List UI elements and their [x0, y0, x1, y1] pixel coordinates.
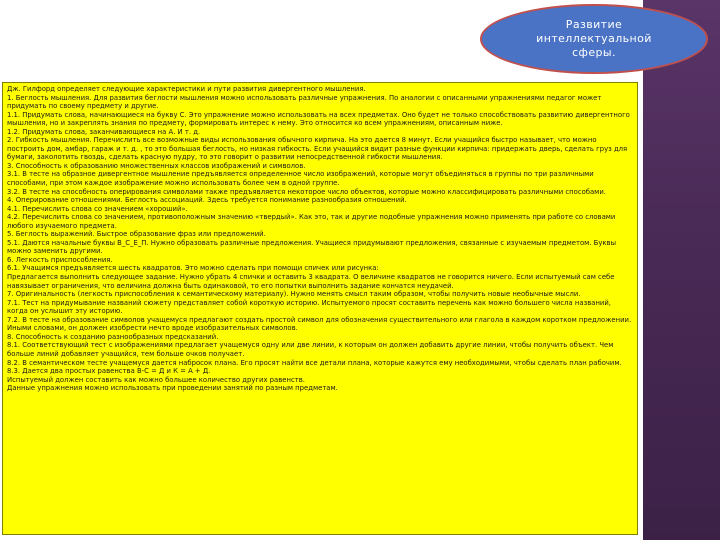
paragraph: 8.3. Дается два простых равенства В-С = Д и К = А + Д.	[7, 367, 211, 376]
paragraph: 7.2. В тесте на образование символов учащемуся предлагают создать простой символ для обозначения существительного или глагола в каждом коротком предложении. Иными словами, он должен изобрести нечто вроде изобразительных символов.	[7, 315, 632, 333]
paragraph: 3.1. В тесте на образное дивергентное мышление предъявляется определенное число изображений, которые могут объединяться в группы по три различными способами, при этом каждое изображение можно использовать более чем в одной группе.	[7, 170, 594, 188]
paragraph: 2. Гибкость мышления. Перечислить все возможные виды использования обычного кирпича. На это дается 8 минут. Если учащийся быстро называет, что можно построить дом, амбар, гараж и т. д. , то это большая беглость, но низкая гибкость. Если учащийся видит разные функции кирпича: придержать дверь, сделать груз для бумаги, заколотить гвоздь, сделать красную пудру, то это говорит о развитии непосредственной гибкости мышления.	[7, 136, 628, 162]
paragraph: 8.1. Соответствующий тест с изображениями предлагает учащемуся одну или две линии, к которым он должен добавить другие линии, чтобы получить объект. Чем больше линий добавляет учащийся, тем больше очков получает.	[7, 341, 614, 358]
paragraph: 3. Способность к образованию множественных классов изображений и символов.	[7, 161, 306, 170]
paragraph: 6. Легкость приспособления.	[7, 255, 113, 264]
paragraph: 7.1. Тест на придумывание названий сюжету представляет собой короткую историю. Испытуемого просят составить перечень как можно большего числа названий, когда он услышит эту историю.	[7, 298, 611, 316]
paragraph: Испытуемый должен составить как можно большее количество других равенств.	[7, 375, 305, 384]
paragraph: Данные упражнения можно использовать при проведении занятий по разным предметам.	[7, 384, 338, 393]
paragraph: 1.1. Придумать слова, начинающиеся на букву С. Это упражнение можно использовать на всех предметах. Оно будет не только способствовать развитию дивергентного мышления, но и закреплять знания по предмету, формировать интерес к нему. Это относится ко всем упражнениям, описанным ниже.	[7, 110, 630, 128]
slide-title: Развитие интеллектуальной сферы.	[536, 18, 652, 59]
paragraph: 1.2. Придумать слова, заканчивающиеся на А. И т. д.	[7, 127, 201, 136]
paragraph: 1. Беглость мышления. Для развития беглости мышления можно использовать различные упражнения. По аналогии с описанными упражнениями педагог может придумать по своему предмету и другие.	[7, 93, 602, 111]
title-oval	[480, 4, 708, 74]
paragraph: 4. Оперирование отношениями. Беглость ассоциаций. Здесь требуется понимание разнообразия отношений.	[7, 196, 407, 205]
paragraph: 5. Беглость выражений. Быстрое образование фраз или предложений.	[7, 230, 266, 239]
paragraph: 4.2. Перечислить слова со значением, противоположным значению «твердый». Как это, так и другие подобные упражнения можно применять при работе со словами любого изучаемого предмета.	[7, 213, 616, 230]
paragraph: 8. Способность к созданию разнообразных предсказаний.	[7, 332, 219, 341]
paragraph: 6.1. Учащимся предъявляется шесть квадратов. Это можно сделать при помощи спичек или рисунка:	[7, 264, 379, 273]
paragraph: Дж. Гилфорд определяет следующие характеристики и пути развития дивергентного мышления.	[7, 85, 366, 93]
paragraph: 7. Оригинальность (легкость приспособления к семантическому материалу). Нужно менять смысл таким образом, чтобы получить новые необычные мысли.	[7, 290, 581, 299]
content-text-box	[2, 82, 638, 535]
paragraph: 4.1. Перечислить слова со значением «хороший».	[7, 204, 188, 213]
paragraph: Предлагается выполнить следующее задание. Нужно убрать 4 спички и оставить 3 квадрата. О величине квадратов не говорится ничего. Если испытуемый сам себе навязывает ограничения, что величина должна быть одинаковой, то его попытки выполнить задание кончатся неудачей.	[7, 273, 615, 290]
paragraph: 8.2. В семантическом тесте учащемуся дается набросок плана. Его просят найти все детали плана, которые кажутся ему необходимыми, чтобы сделать план рабочим.	[7, 358, 622, 367]
paragraph: 3.2. В тесте на способность оперирования символами также предъявляется некоторое число объектов, которые можно классифицировать различными способами.	[7, 187, 606, 196]
decorative-side-panel	[643, 0, 720, 540]
paragraph: 5.1. Даются начальные буквы В_С_Е_П. Нужно образовать различные предложения. Учащиеся придумывают предложения, связанные с изучаемым предметом. Буквы можно заменить другими.	[7, 238, 616, 256]
